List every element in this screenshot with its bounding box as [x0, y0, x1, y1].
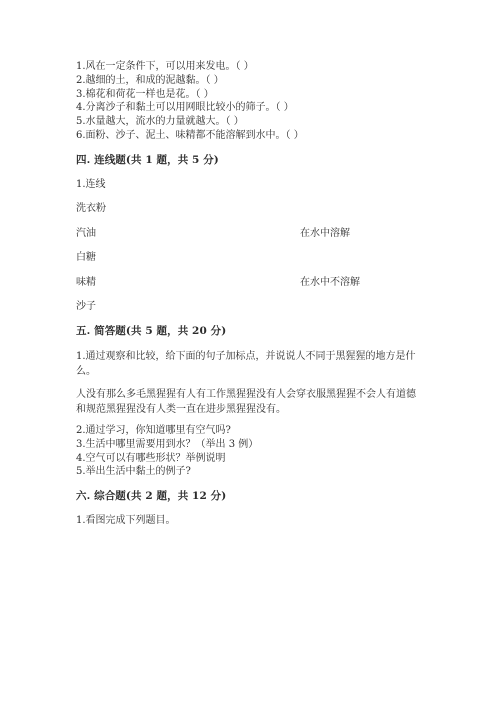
- short-answer-question-2: 2.通过学习，你知道哪里有空气吗?: [76, 425, 231, 436]
- matching-left-item-5: 沙子: [76, 301, 96, 312]
- matching-left-item-1: 洗衣粉: [76, 203, 106, 214]
- short-answer-question-5: 5.举出生活中黏土的例子?: [76, 466, 191, 477]
- matching-left-item-4: 味精: [76, 277, 96, 288]
- matching-right-item-1: 在水中溶解: [300, 228, 350, 239]
- judge-item-5: 5.水量越大，流水的力量就越大。（ ）: [76, 116, 244, 127]
- punctuation-passage: 人没有那么多毛黑猩猩有人有工作黑猩猩没有人会穿衣服黑猩猩不会人有道德和规范黑猩猩没有人类一直在进步黑猩猩没有。: [76, 389, 416, 415]
- short-answer-question-1: 1.通过观察和比较，给下面的句子加标点，并说说人不同于黑猩猩的地方是什么。: [76, 351, 416, 377]
- judge-item-2: 2.越细的土，和成的泥越黏。（ ）: [76, 75, 224, 86]
- section-6-heading: 六. 综合题(共 2 题，共 12 分): [76, 490, 227, 502]
- judge-item-3: 3.棉花和荷花一样也是花。（ ）: [76, 89, 214, 100]
- short-answer-question-4: 4.空气可以有哪些形状？举例说明: [76, 453, 226, 464]
- short-answer-question-3: 3.生活中哪里需要用到水？（举出 3 例）: [76, 439, 259, 450]
- matching-left-item-3: 白糖: [76, 252, 96, 263]
- section-5-heading: 五. 简答题(共 5 题，共 20 分): [76, 325, 227, 337]
- judge-item-4: 4.分离沙子和黏土可以用网眼比较小的筛子。（ ）: [76, 102, 294, 113]
- section-4-heading: 四. 连线题(共 1 题，共 5 分): [76, 154, 219, 166]
- comprehensive-question-1: 1.看图完成下列题目。: [76, 515, 176, 526]
- judge-item-1: 1.风在一定条件下，可以用来发电。（ ）: [76, 61, 254, 72]
- matching-left-item-2: 汽油: [76, 228, 96, 239]
- judge-item-6: 6.面粉、沙子、泥土、味精都不能溶解到水中。（ ）: [76, 130, 304, 141]
- matching-question: 1.连线: [76, 179, 106, 190]
- matching-right-item-2: 在水中不溶解: [300, 277, 360, 288]
